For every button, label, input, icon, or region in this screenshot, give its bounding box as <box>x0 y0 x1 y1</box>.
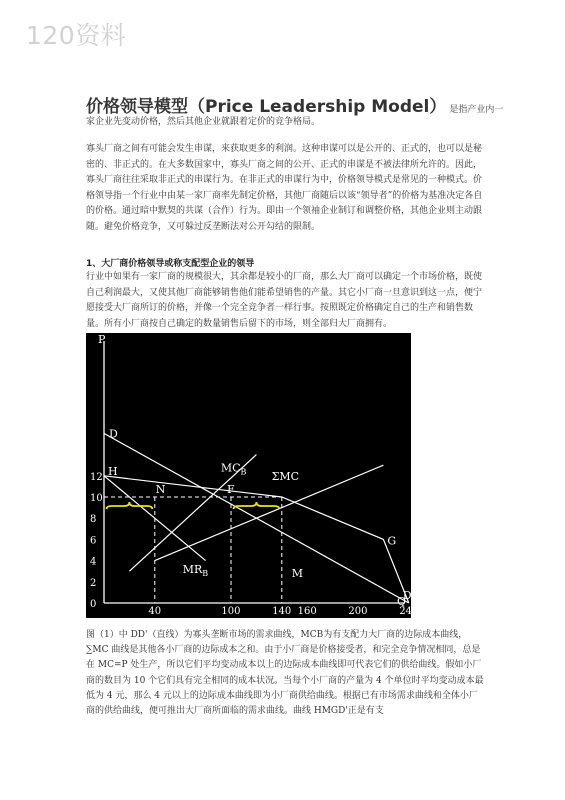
point-label: F <box>227 483 235 496</box>
figure-explanation: 图（1）中 DD'（直线）为寡头垄断市场的需求曲线，MCB为有支配力大厂商的边际成本曲线，∑MC 曲线是其他各小厂商的边际成本之和。由于小厂商是价格接受者，和完全竞争情况相同，总是在 MC=P 处生产，所以它们平均变动成本以上的边际成本曲线即可代表它们的供给曲线。假如小厂商的数目为 10 个它们具有完全相同的成本状况。当每个小厂商的产量为 4 个单位时平均变动成本最低为 4 元，那么 4 元以上的边际成本曲线即为小厂商供给曲线。根据已有市场需求曲线和全体小厂商的供给曲线，便可推出大厂商所面临的需求曲线。曲线 HMGD'正是有支 <box>86 630 484 717</box>
section-paragraph: 行业中如果有一家厂商的规模很大，其余都是较小的厂商，那么大厂商可以确定一个市场价格，既使自己利润最大，又使其他厂商能够销售他们能希望销售的产量。其它小厂商一旦意识到这一点，便宁愿接受大厂商所订的价格，并像一个完全竞争者一样行事。按照既定价格确定自己的生产和销售数量。所有小厂商按自己确定的数量销售后留下的市场，则全部归大厂商拥有。 <box>86 272 483 329</box>
y-tick-label: 6 <box>90 535 97 547</box>
mr-b-label: $MR_B$ <box>182 563 209 578</box>
chart-labels <box>90 333 418 617</box>
point-label: D <box>109 427 118 441</box>
small-firm-output-brace <box>107 502 153 509</box>
y-tick-label: 8 <box>90 514 97 526</box>
point-label: N <box>155 483 166 496</box>
intro-paragraph: 家企业先变动价格，然后其他企业就跟着定价的竞争格局。 <box>86 117 321 127</box>
y-axis-label: P <box>98 333 106 346</box>
x-tick-label: 240 <box>399 606 419 617</box>
point-label: M <box>291 567 304 580</box>
title-tail: 是指产业内一 <box>449 105 504 115</box>
x-tick-label: 200 <box>348 606 368 617</box>
price-leadership-chart <box>86 333 419 618</box>
page-title: 价格领导模型（Price Leadership Model） <box>86 97 447 117</box>
x-tick-label: 40 <box>148 606 162 617</box>
x-tick-label: 160 <box>297 606 317 617</box>
y-tick-label: 0 <box>90 599 97 610</box>
point-label: H <box>108 464 118 478</box>
title-row <box>86 92 504 117</box>
x-tick-label: 100 <box>221 606 241 617</box>
chart-axes <box>104 341 404 603</box>
sum-mc-label: ΣMC <box>271 470 300 484</box>
large-firm-output-brace <box>234 502 280 509</box>
watermark: 120资料 <box>26 21 127 50</box>
body-paragraph: 寡头厂商之间有可能会发生串谋，来获取更多的利润。这种串谋可以是公开的、正式的，也可以是秘密的、非正式的。在大多数国家中，寡头厂商之间的公开、正式的串谋是不被法律所允许的。因此，寡头厂商往往采取非正式的串谋行为。在非正式的串谋行为中，价格领导模式是常见的一种模式。价格领导指一个行业中由某一家厂商率先制定价格，其他厂商随后以该“领导者”的价格为基准决定各自的价格。通过暗中默契的共谋（合作）行为。即由一个领袖企业制订和调整价格，其他企业则主动跟随。避免价格竞争，又可躲过反垄断法对公开勾结的限制。 <box>86 144 483 232</box>
y-tick-label: 12 <box>90 471 103 483</box>
x-axis-label: Q <box>397 595 407 608</box>
chart-curves <box>104 433 409 603</box>
mc-b-label: $MC_B$ <box>220 461 247 477</box>
y-tick-label: 10 <box>90 493 103 504</box>
section-heading: 1、大厂商价格领导或称支配型企业的领导 <box>86 259 255 269</box>
point-label: G <box>387 534 397 548</box>
point-label: D' <box>402 589 415 602</box>
y-tick-label: 2 <box>90 577 97 589</box>
y-tick-label: 4 <box>90 556 97 568</box>
x-tick-label: 140 <box>272 606 292 617</box>
hmg-demand-curve <box>104 476 409 603</box>
